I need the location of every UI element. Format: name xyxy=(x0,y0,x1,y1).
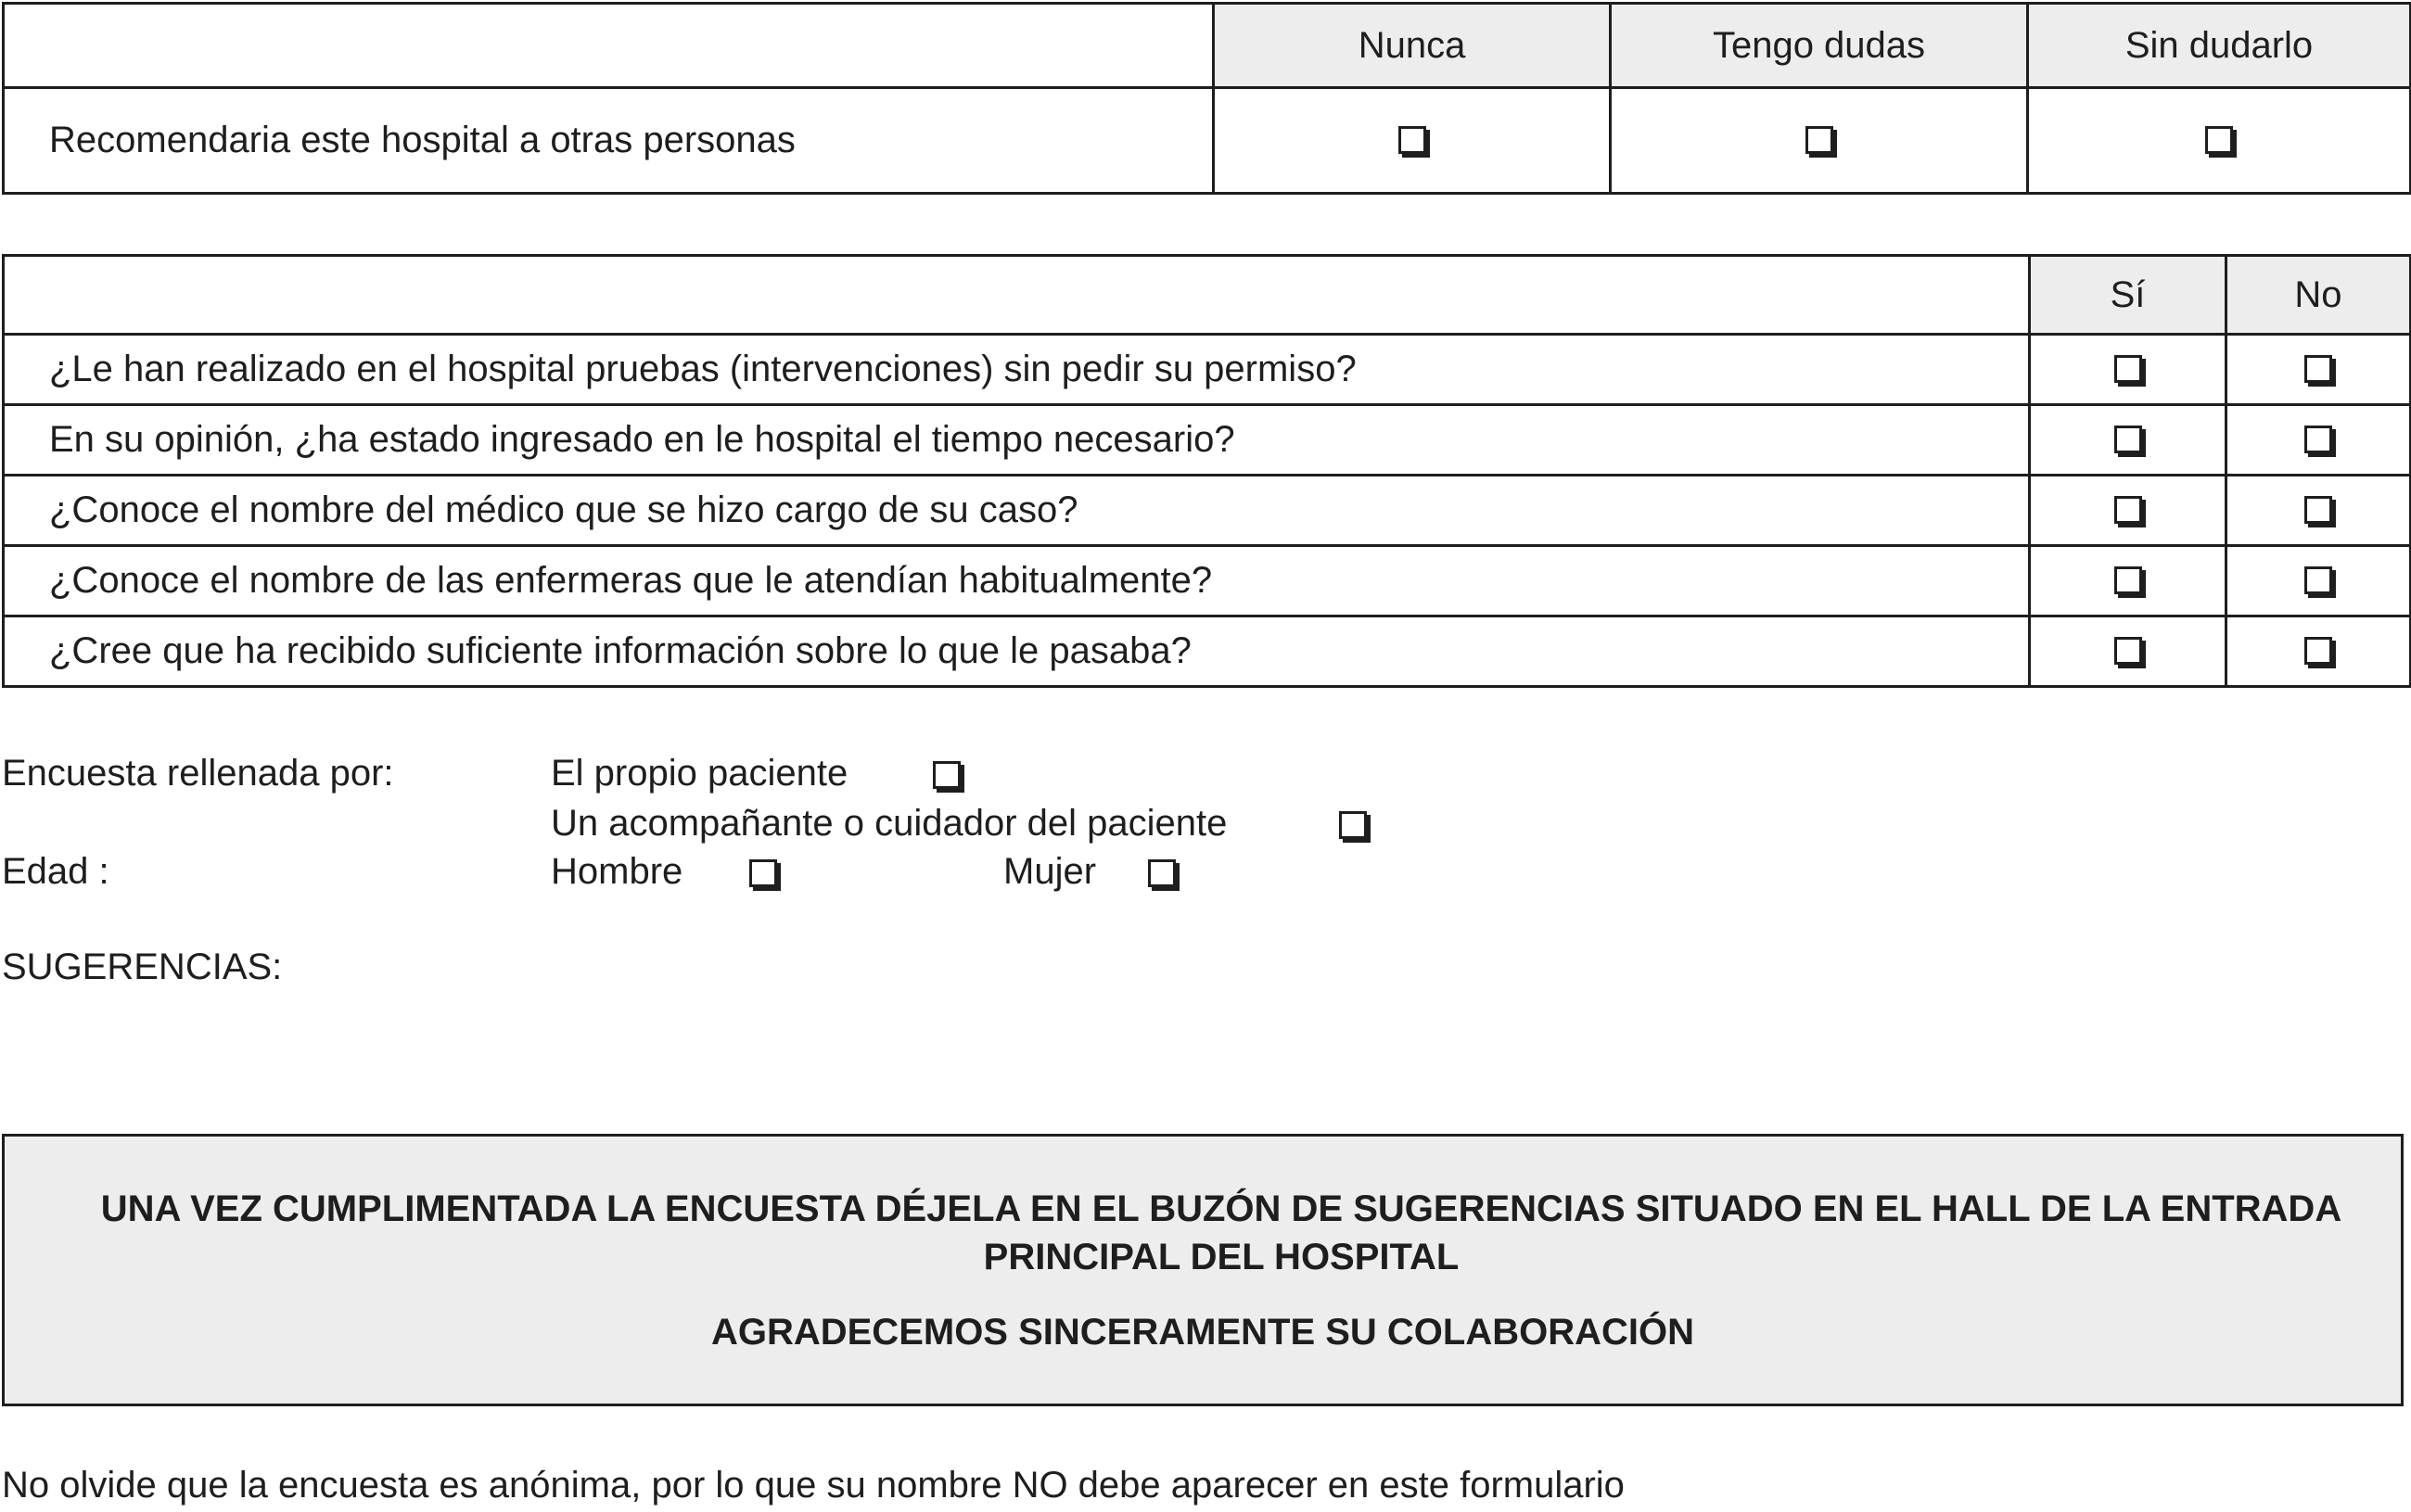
column-header-si: Sí xyxy=(2030,256,2226,335)
question-label: Recomendaria este hospital a otras personas xyxy=(4,88,1214,194)
age-label: Edad : xyxy=(2,851,109,892)
checkbox-tengo-dudas[interactable] xyxy=(1805,126,1833,154)
checkbox-no[interactable] xyxy=(2304,426,2332,453)
table-row xyxy=(4,476,2411,546)
column-header-tengo-dudas: Tengo dudas xyxy=(1611,4,2028,88)
checkbox-no[interactable] xyxy=(2304,566,2332,594)
question-label: ¿Conoce el nombre de las enfermeras que le atendían habitualmente? xyxy=(4,546,2030,616)
checkbox-no[interactable] xyxy=(2304,496,2332,524)
checkbox-si[interactable] xyxy=(2114,426,2142,453)
question-label: ¿Conoce el nombre del médico que se hizo cargo de su caso? xyxy=(4,476,2030,546)
yesno-table xyxy=(2,254,2411,688)
notice-box xyxy=(2,1134,2404,1406)
question-label: ¿Cree que ha recibido suficiente información sobre lo que le pasaba? xyxy=(4,616,2030,687)
checkbox-sin-dudarlo[interactable] xyxy=(2205,126,2233,154)
yesno-header-blank xyxy=(4,256,2030,335)
yesno-header-row xyxy=(4,256,2411,335)
checkbox-respondent-patient[interactable] xyxy=(933,761,961,789)
column-header-sin-dudarlo: Sin dudarlo xyxy=(2028,4,2411,88)
table-row xyxy=(4,88,2411,194)
table-row xyxy=(4,335,2411,405)
respondent-label: Encuesta rellenada por: xyxy=(2,753,394,794)
checkbox-no[interactable] xyxy=(2304,355,2332,383)
notice-thanks: AGRADECEMOS SINCERAMENTE SU COLABORACIÓN xyxy=(710,1312,1695,1353)
checkbox-si[interactable] xyxy=(2114,637,2142,665)
respondent-option-companion: Un acompañante o cuidador del paciente xyxy=(551,803,1228,844)
column-header-no: No xyxy=(2226,256,2411,335)
suggestions-label: SUGERENCIAS: xyxy=(2,947,283,987)
table-row xyxy=(4,405,2411,476)
sex-option-female: Mujer xyxy=(1003,851,1097,892)
checkbox-si[interactable] xyxy=(2114,355,2142,383)
respondent-option-patient: El propio paciente xyxy=(551,753,848,794)
checkbox-nunca[interactable] xyxy=(1398,126,1426,154)
anonymity-note: No olvide que la encuesta es anónima, por lo que su nombre NO debe aparecer en este formulario xyxy=(2,1465,1625,1506)
question-label: En su opinión, ¿ha estado ingresado en le hospital el tiempo necesario? xyxy=(4,405,2030,476)
table-row xyxy=(4,616,2411,687)
column-header-nunca: Nunca xyxy=(1214,4,1611,88)
recommend-header-blank xyxy=(4,4,1214,88)
recommend-table xyxy=(2,2,2411,195)
sex-option-male: Hombre xyxy=(551,851,683,892)
table-row xyxy=(4,546,2411,616)
checkbox-female[interactable] xyxy=(1148,859,1176,887)
checkbox-male[interactable] xyxy=(749,859,777,887)
checkbox-no[interactable] xyxy=(2304,637,2332,665)
question-label: ¿Le han realizado en el hospital pruebas (intervenciones) sin pedir su permiso? xyxy=(4,335,2030,405)
recommend-header-row xyxy=(4,4,2411,88)
checkbox-si[interactable] xyxy=(2114,496,2142,524)
checkbox-si[interactable] xyxy=(2114,566,2142,594)
checkbox-respondent-companion[interactable] xyxy=(1339,811,1367,839)
notice-instruction: UNA VEZ CUMPLIMENTADA LA ENCUESTA DÉJELA EN EL BUZÓN DE SUGERENCIAS SITUADO EN EL HALL DE LA ENTRADA PRINCIPAL DEL HOSPITAL xyxy=(100,1188,2342,1277)
